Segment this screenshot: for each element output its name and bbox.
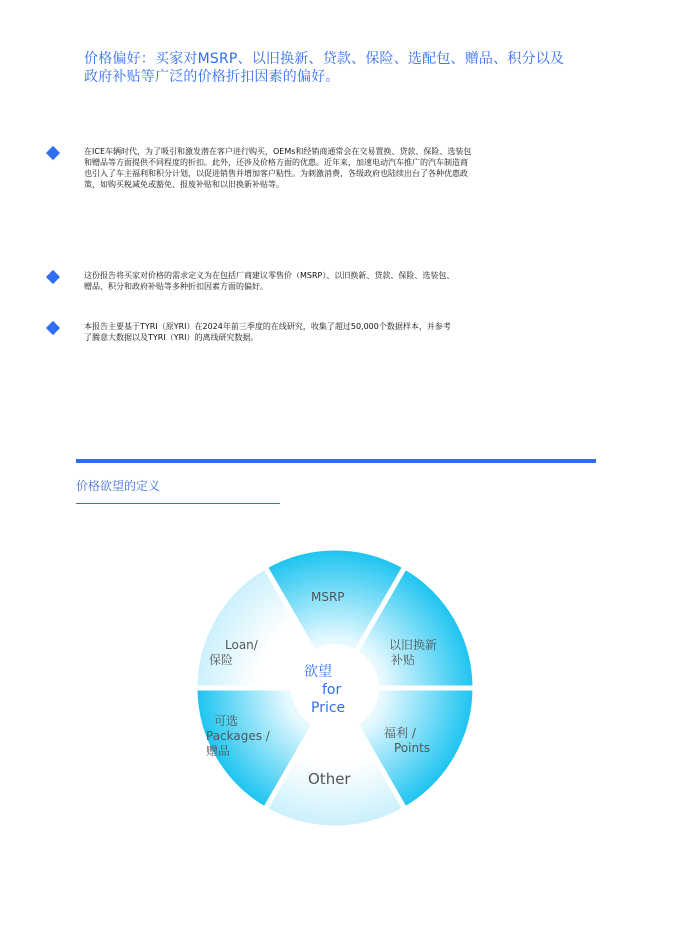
- segment-label-loan: [209, 638, 258, 668]
- segment-label-line: 可选: [214, 714, 239, 728]
- segment-label-line: 保险: [209, 653, 234, 667]
- bullet-line: 这份报告将买家对价格的需求定义为在包括厂商建议零售价（MSRP）、以旧换新、贷款、保险、选装包、: [84, 271, 455, 280]
- bullet-line: 也引入了车主福利和积分计划，以促进销售并增加客户粘性。为刺激消费，各级政府也陆续出台了各种优惠政: [84, 169, 468, 178]
- segment-label-line: MSRP: [311, 590, 345, 604]
- segment-label-trade-in: [389, 638, 437, 668]
- bullet-line: 了腾意大数据以及TYRI（YRI）的离线研究数据。: [84, 333, 259, 342]
- bullet-line: 在ICE车辆时代，为了吸引和激发潜在客户进行购买，OEMs和经销商通常会在交易置换、贷款、保险、选装包: [84, 147, 472, 156]
- segment-label-other: [308, 770, 351, 788]
- section-title: 价格欲望的定义: [76, 479, 161, 493]
- segment-label-line: 补贴: [391, 653, 416, 667]
- wheel-center-label: [304, 663, 345, 717]
- headline-line-1: 价格偏好：买家对MSRP、以旧换新、贷款、保险、选配包、赠品、积分以及: [84, 51, 565, 67]
- bullet-line: 策，如购买税减免或豁免、报废补贴和以旧换新补贴等。: [84, 180, 284, 189]
- bullet-line: 赠品、积分和政府补贴等多种折扣因素方面的偏好。: [84, 282, 268, 291]
- segment-label-line: Other: [308, 770, 351, 788]
- bullet-line: 和赠品等方面提供不同程度的折扣。此外，还涉及价格方面的优惠。近年来，加速电动汽车推广的汽车制造商: [84, 158, 468, 167]
- segment-label-line: 赠品: [206, 744, 231, 758]
- segment-label-msrp: [311, 590, 345, 605]
- segment-label-line: Loan/: [225, 638, 258, 652]
- segment-label-points: [384, 726, 430, 756]
- segment-label-line: Packages /: [206, 729, 270, 743]
- segment-label-line: 福利 /: [384, 726, 416, 740]
- segment-label-line: 以旧换新: [389, 638, 438, 652]
- bullet-line: 本报告主要基于TYRI（原YRI）在2024年前三季度的在线研究，收集了超过50,000个数据样本，并参考: [84, 322, 451, 331]
- center-label-line: Price: [311, 700, 346, 716]
- segment-label-line: Points: [394, 741, 431, 755]
- headline-line-2: 政府补贴等广泛的价格折扣因素的偏好。: [84, 69, 340, 85]
- segment-label-packages: [206, 714, 270, 759]
- center-label-line: for: [322, 682, 342, 698]
- center-label-line: 欲望: [304, 664, 332, 680]
